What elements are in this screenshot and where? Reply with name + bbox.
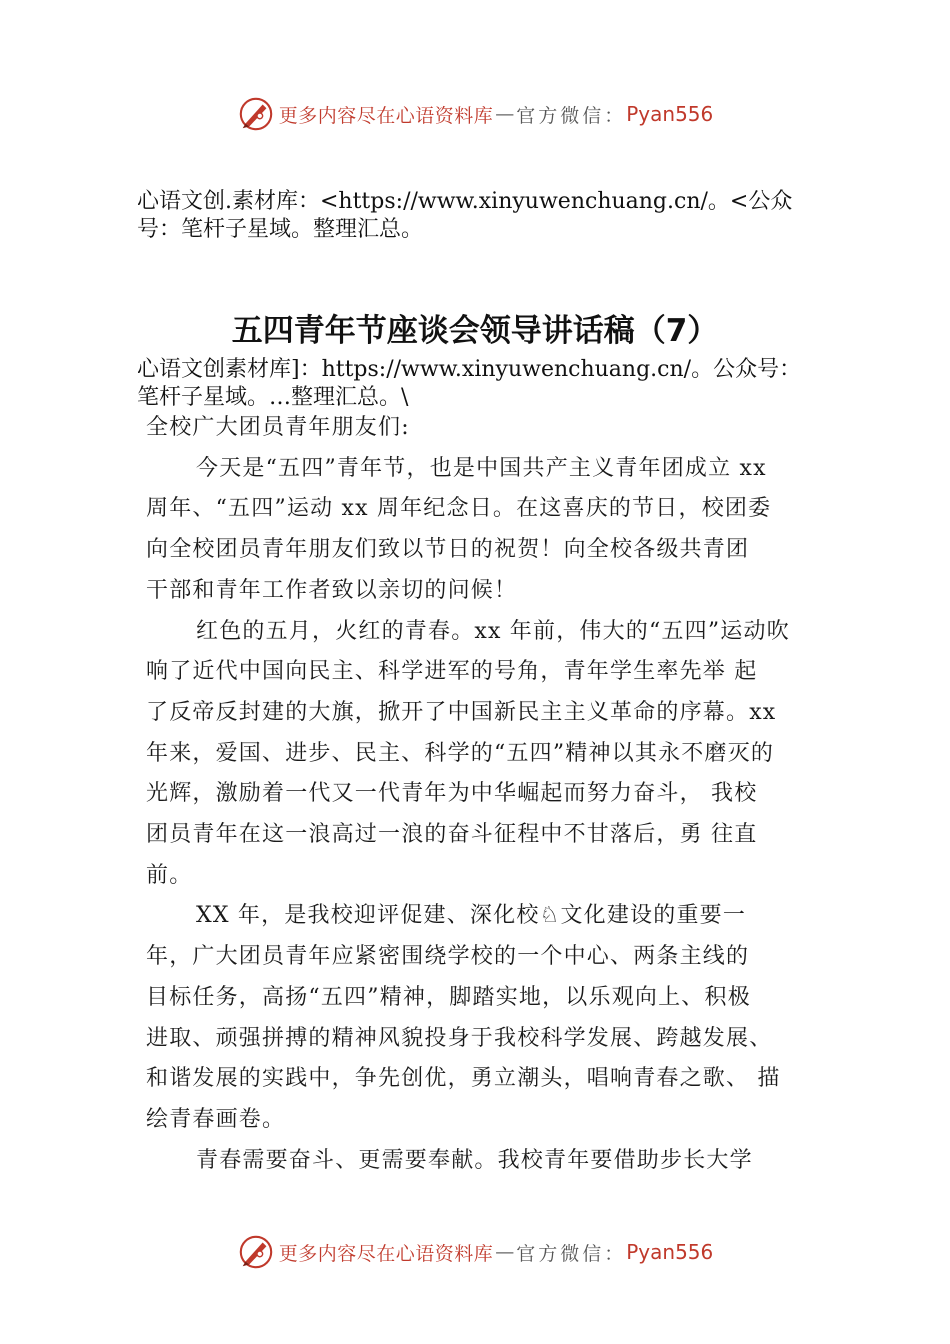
banner-wechat-id: Pyan556 <box>626 1240 714 1264</box>
document-title: 五四青年节座谈会领导讲话稿（7） <box>231 313 719 349</box>
body-line: 目标任务，高扬“五四”精神，脚踏实地，以乐观向上、积极 <box>146 984 751 1010</box>
banner-text: 更多内容尽在心语资料库 <box>278 1242 494 1265</box>
footer-banner <box>0 1232 950 1272</box>
source-note-1-line1: 心语文创.素材库：<https://www.xinyuwenchuang.cn/。<公众 <box>137 189 793 214</box>
body-line: 了反帝反封建的大旗，掀开了中国新民主主义革命的序幕。xx <box>146 699 777 725</box>
body-line: 向全校团员青年朋友们致以节日的祝贺！向全校各级共青团 <box>146 537 750 563</box>
body-line: 青春需要奋斗、更需要奉献。我校青年要借助步长大学 <box>196 1147 753 1173</box>
banner-wechat-label: 官方微信： <box>516 104 627 127</box>
pen-logo-icon <box>237 95 275 133</box>
body-line: 年来，爱国、进步、民主、科学的“五四”精神以其永不磨灭的 <box>146 740 775 766</box>
source-note-1-line2: 号：笔杆子星域。整理汇总。 <box>137 217 424 242</box>
header-banner <box>0 94 950 134</box>
pen-logo-icon <box>237 1233 275 1271</box>
banner-dash: — <box>495 103 515 125</box>
body-line: 光辉，激励着一代又一代青年为中华崛起而努力奋斗， 我校 <box>146 781 758 807</box>
body-line: 绘青春画卷。 <box>146 1106 286 1132</box>
body-line: 进取、顽强拼搏的精神风貌投身于我校科学发展、跨越发展、 <box>146 1025 773 1051</box>
banner-wechat-id: Pyan556 <box>626 102 714 126</box>
source-note-1 <box>137 188 857 244</box>
body-line: 和谐发展的实践中，争先创优，勇立潮头，唱响青春之歌、 描 <box>146 1066 781 1092</box>
salutation: 全校广大团员青年朋友们: <box>146 415 410 440</box>
source-note-2-line2: 笔杆子星域。…整理汇总。\ <box>137 385 409 410</box>
body-line: 周年、“五四”运动 xx 周年纪念日。在这喜庆的节日，校团委 <box>146 496 772 522</box>
banner-text: 更多内容尽在心语资料库 <box>278 104 494 127</box>
body-line: 干部和青年工作者致以亲切的问候！ <box>146 577 518 603</box>
body-line: 团员青年在这一浪高过一浪的奋斗征程中不甘落后，勇 往直 <box>146 822 758 848</box>
source-note-2-line1: 心语文创素材库]：https://www.xinyuwenchuang.cn/。公众号： <box>137 357 802 382</box>
body-line: 今天是“五四”青年节，也是中国共产主义青年团成立 xx <box>196 455 767 481</box>
body-line: 红色的五月，火红的青春。xx 年前，伟大的“五四”运动吹 <box>196 618 790 644</box>
banner-wechat-label: 官方微信： <box>516 1242 627 1265</box>
banner-dash: — <box>495 1241 515 1263</box>
speech-body <box>146 408 846 1181</box>
body-line: 前。 <box>146 862 193 888</box>
body-line: XX 年，是我校迎评促建、深化校♘文化建设的重要一 <box>196 903 747 929</box>
body-line: 响了近代中国向民主、科学进军的号角，青年学生率先举 起 <box>146 659 758 685</box>
source-note-2 <box>137 356 857 412</box>
body-line: 年，广大团员青年应紧密围绕学校的一个中心、两条主线的 <box>146 944 750 970</box>
